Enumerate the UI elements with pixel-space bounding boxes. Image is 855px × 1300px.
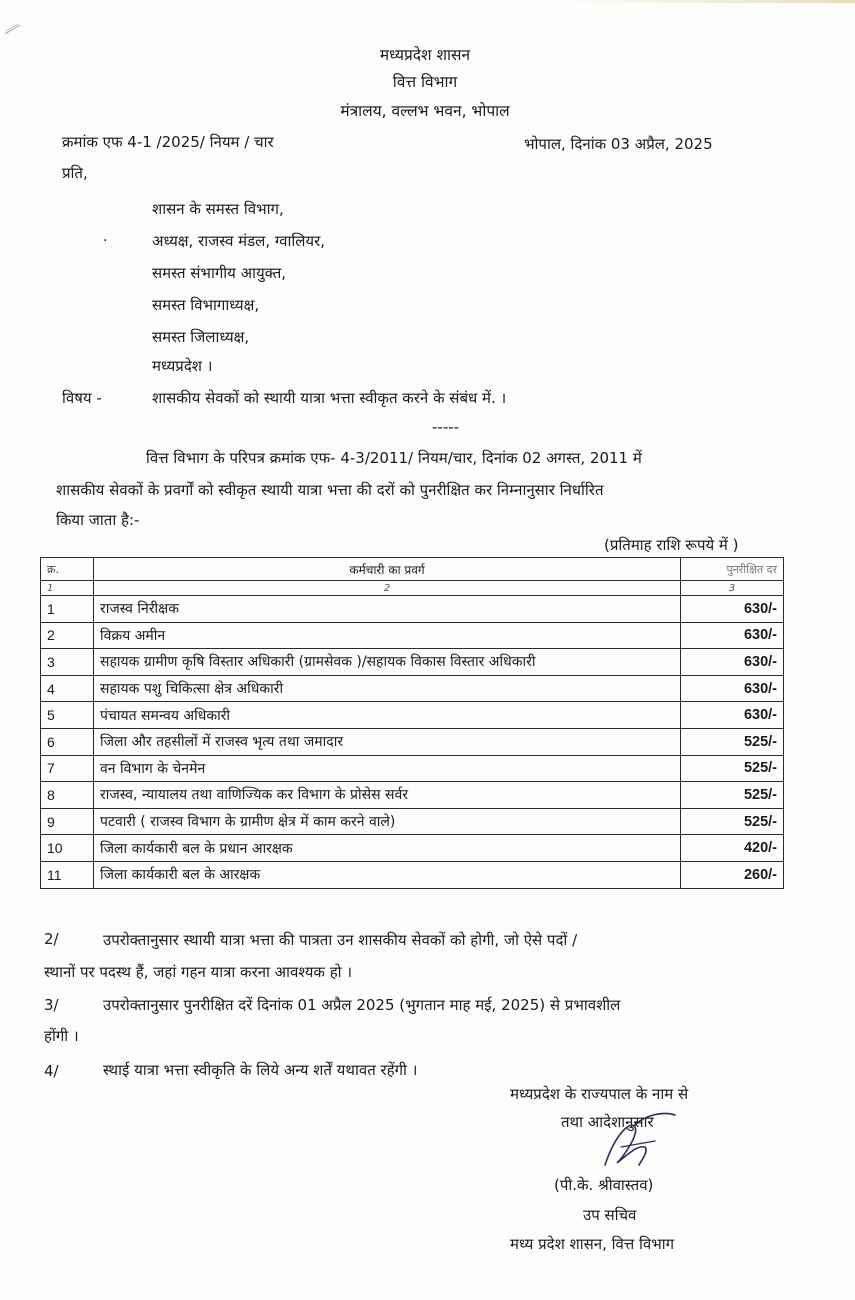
row-serial: 1 <box>41 596 94 623</box>
signature-authority: मध्यप्रदेश के राज्यपाल के नाम से <box>510 1085 689 1103</box>
row-serial: 5 <box>41 702 94 729</box>
signatory-name: (पी.के. श्रीवास्तव) <box>554 1176 654 1194</box>
header-rate: पुनरीक्षित दर <box>681 558 784 581</box>
addressee-item: समस्त संभागीय आयुक्त, <box>152 264 287 282</box>
subject-label: विषय - <box>62 389 102 407</box>
reference-number: क्रमांक एफ 4-1 /2025/ नियम / चार <box>62 133 274 151</box>
row-category: विक्रय अमीन <box>94 622 681 649</box>
handwritten-signature-icon <box>575 1105 685 1185</box>
row-serial: 2 <box>41 622 94 649</box>
header-department: वित्त विभाग <box>392 73 458 91</box>
subject-divider: ----- <box>432 418 460 436</box>
row-rate: 630/- <box>681 675 784 702</box>
row-rate: 630/- <box>681 649 784 676</box>
table-row <box>41 835 784 862</box>
row-category: जिला कार्यकारी बल के प्रधान आरक्षक <box>94 835 681 862</box>
colnum-2: 2 <box>94 581 681 596</box>
row-category: राजस्व, न्यायालय तथा वाणिज्यिक कर विभाग के प्रोसेस सर्वर <box>94 782 681 809</box>
signatory-designation: उप सचिव <box>583 1206 637 1224</box>
para-number: 3/ <box>44 996 59 1014</box>
row-category: जिला कार्यकारी बल के आरक्षक <box>94 861 681 888</box>
table-unit-note: (प्रतिमाह राशि रूपये में ) <box>604 536 739 554</box>
row-category: सहायक पशु चिकित्सा क्षेत्र अधिकारी <box>94 675 681 702</box>
table-header-row <box>41 558 784 581</box>
header-serial: क्र. <box>41 558 94 581</box>
para-number: 2/ <box>44 930 59 948</box>
signatory-office: मध्य प्रदेश शासन, वित्त विभाग <box>510 1235 675 1253</box>
addressee-item: समस्त जिलाध्यक्ष, <box>152 328 250 346</box>
row-rate: 630/- <box>681 622 784 649</box>
table-row <box>41 728 784 755</box>
bullet-dot: . <box>103 229 108 245</box>
row-rate: 525/- <box>681 808 784 835</box>
prati-label: प्रति, <box>62 164 88 182</box>
row-rate: 525/- <box>681 782 784 809</box>
row-rate: 525/- <box>681 728 784 755</box>
para-number: 4/ <box>44 1062 59 1080</box>
colnum-3: 3 <box>681 581 784 596</box>
row-serial: 9 <box>41 808 94 835</box>
row-category: सहायक ग्रामीण कृषि विस्तार अधिकारी (ग्रामसेवक )/सहायक विकास विस्तार अधिकारी <box>94 649 681 676</box>
row-category: पंचायत समन्वय अधिकारी <box>94 702 681 729</box>
para-line: उपरोक्तानुसार पुनरीक्षित दरें दिनांक 01 अप्रैल 2025 (भुगतान माह मई, 2025) से प्रभावशील <box>103 996 621 1014</box>
row-category: राजस्व निरीक्षक <box>94 596 681 623</box>
addressee-item: मध्यप्रदेश । <box>152 357 213 375</box>
row-serial: 7 <box>41 755 94 782</box>
table-row <box>41 675 784 702</box>
table-row <box>41 782 784 809</box>
table-colnum-row <box>41 581 784 596</box>
paper-edge-decoration <box>560 0 855 3</box>
place-date: भोपाल, दिनांक 03 अप्रैल, 2025 <box>524 135 713 153</box>
table-row <box>41 755 784 782</box>
row-serial: 4 <box>41 675 94 702</box>
table-row <box>41 702 784 729</box>
para-line: स्थानों पर पदस्थ हैं, जहां गहन यात्रा करना आवश्यक हो । <box>44 963 353 981</box>
header-category: कर्मचारी का प्रवर्ग <box>94 558 681 581</box>
intro-line: किया जाता है:- <box>56 511 140 529</box>
row-category: पटवारी ( राजस्व विभाग के ग्रामीण क्षेत्र में काम करने वाले) <box>94 808 681 835</box>
row-rate: 420/- <box>681 835 784 862</box>
para-line: स्थाई यात्रा भत्ता स्वीकृति के लिये अन्य शर्तें यथावत रहेंगी । <box>103 1061 418 1079</box>
table-row <box>41 596 784 623</box>
para-line: होंगी । <box>44 1027 79 1045</box>
row-serial: 8 <box>41 782 94 809</box>
header-address: मंत्रालय, वल्लभ भवन, भोपाल <box>340 102 510 120</box>
header-govt: मध्यप्रदेश शासन <box>379 46 471 64</box>
row-serial: 11 <box>41 861 94 888</box>
signature-order: तथा आदेशानुसार <box>561 1113 654 1131</box>
row-category: वन विभाग के चेनमेन <box>94 755 681 782</box>
colnum-1: 1 <box>41 581 94 596</box>
row-rate: 630/- <box>681 596 784 623</box>
table-row <box>41 649 784 676</box>
addressee-item: शासन के समस्त विभाग, <box>152 200 284 218</box>
para-line: उपरोक्तानुसार स्थायी यात्रा भत्ता की पात्रता उन शासकीय सेवकों को होगी, जो ऐसे पदों / <box>103 931 578 949</box>
row-rate: 630/- <box>681 702 784 729</box>
subject-text: शासकीय सेवकों को स्थायी यात्रा भत्ता स्वीकृत करने के संबंध में. । <box>152 389 507 407</box>
intro-line: वित्त विभाग के परिपत्र क्रमांक एफ- 4-3/2011/ नियम/चार, दिनांक 02 अगस्त, 2011 में <box>146 449 642 467</box>
row-serial: 6 <box>41 728 94 755</box>
addressee-item: समस्त विभागाध्यक्ष, <box>152 296 260 314</box>
table-row <box>41 861 784 888</box>
row-rate: 260/- <box>681 861 784 888</box>
table-row <box>41 808 784 835</box>
row-serial: 3 <box>41 649 94 676</box>
table-row <box>41 622 784 649</box>
intro-line: शासकीय सेवकों के प्रवर्गों को स्वीकृत स्थायी यात्रा भत्ता की दरों को पुनरीक्षित कर निम्नानुसार निर्धारित <box>56 481 604 499</box>
row-category: जिला और तहसीलों में राजस्व भृत्य तथा जमादार <box>94 728 681 755</box>
addressee-item: अध्यक्ष, राजस्व मंडल, ग्वालियर, <box>152 232 325 250</box>
scan-corner-mark-icon <box>4 22 22 36</box>
rates-table <box>40 557 784 889</box>
row-rate: 525/- <box>681 755 784 782</box>
row-serial: 10 <box>41 835 94 862</box>
